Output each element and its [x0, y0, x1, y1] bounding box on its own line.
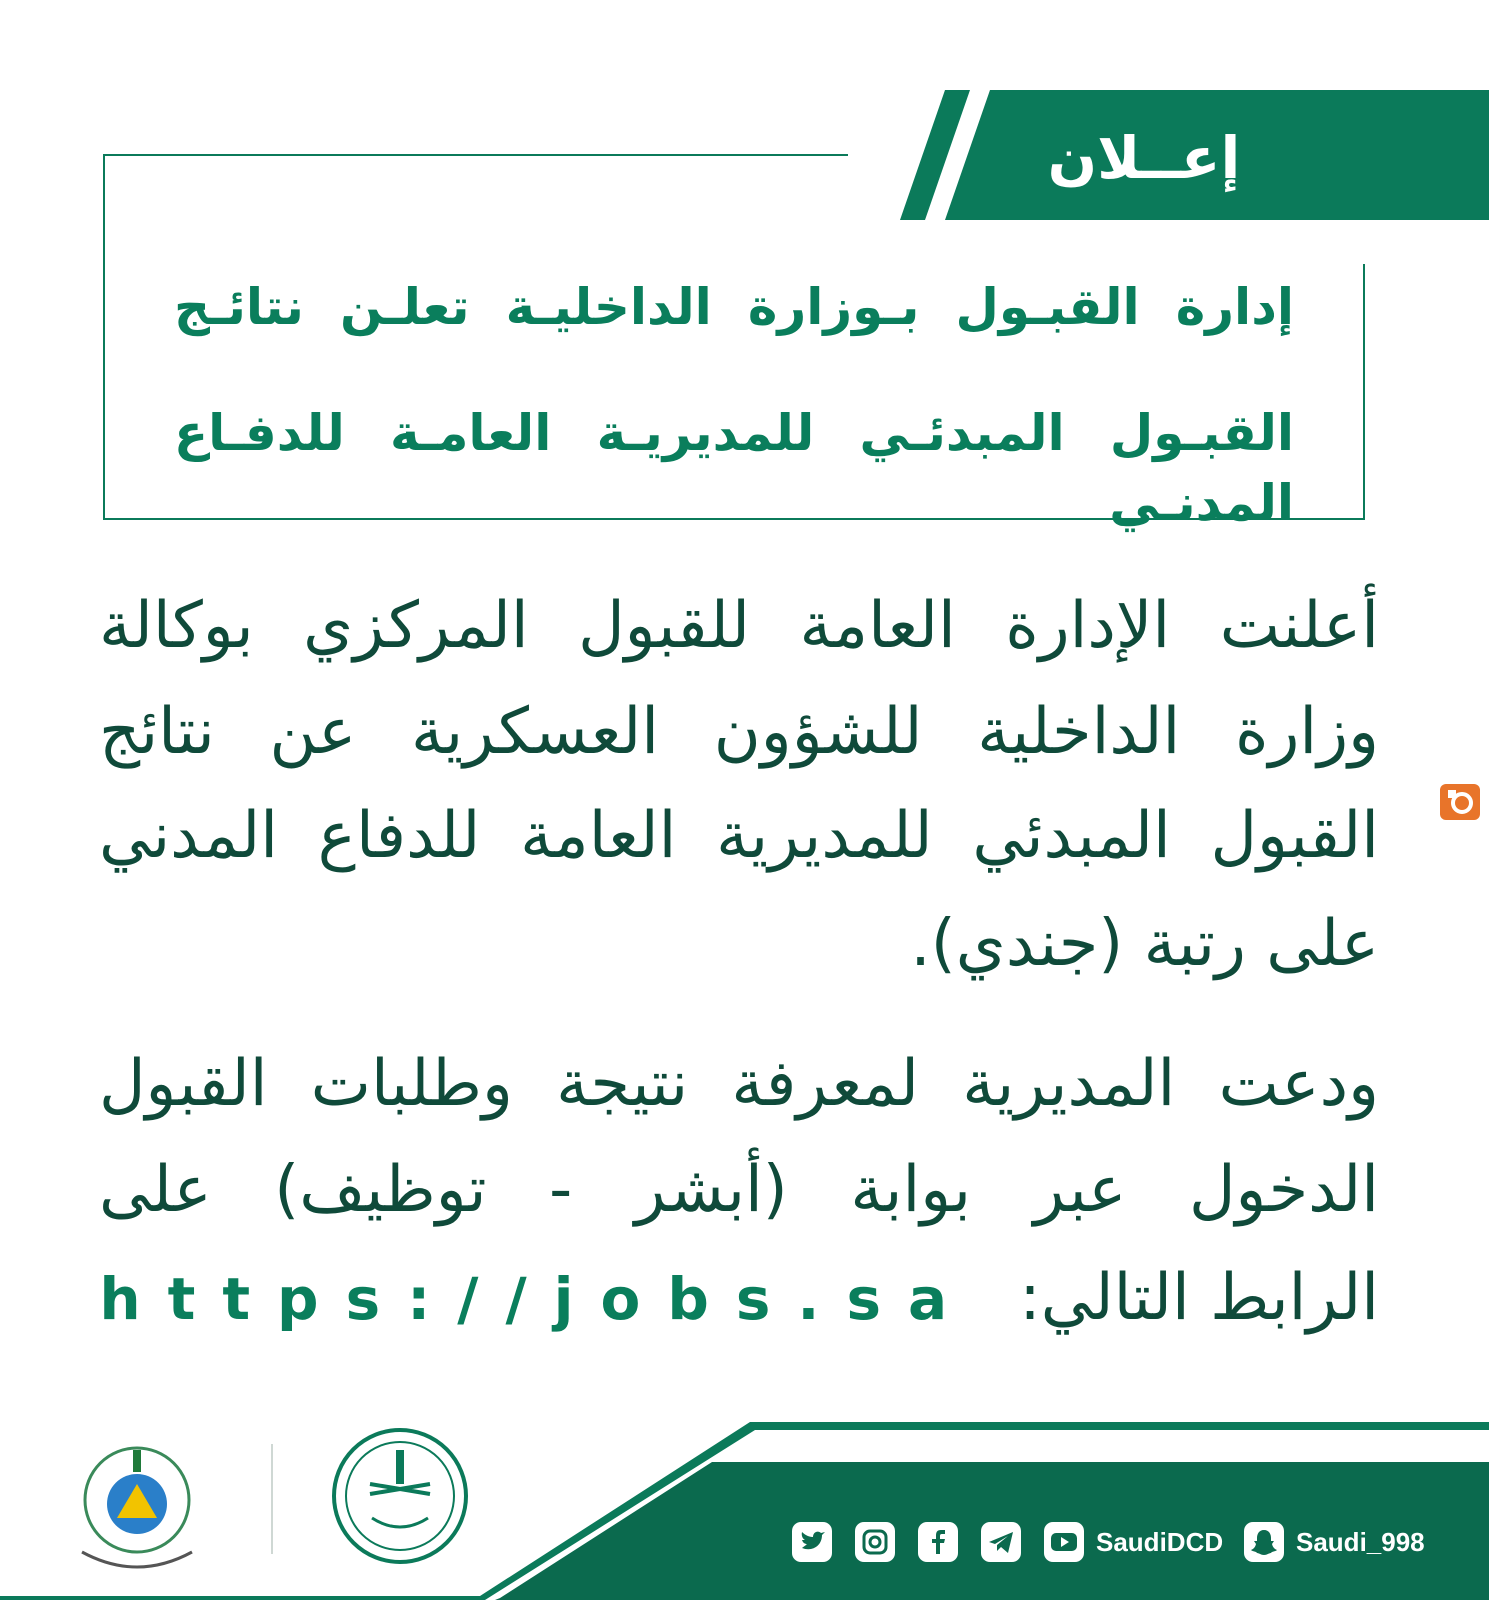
link-label: الرابط التالي:	[1019, 1261, 1379, 1335]
footer-band	[0, 1420, 1489, 1600]
youtube-icon[interactable]	[1044, 1522, 1084, 1562]
facebook-icon[interactable]	[918, 1522, 958, 1562]
body-line: وزارة الداخلية للشؤون العسكرية عن نتائج	[99, 695, 1379, 769]
headline-line-1: إدارة القبـول بـوزارة الداخليـة تعلـن نتائـج	[174, 278, 1294, 336]
snapchat-icon[interactable]	[1244, 1522, 1284, 1562]
ministry-of-interior-logo	[330, 1426, 470, 1566]
link-line	[99, 1248, 1379, 1348]
body-line: الدخول عبر بوابة (أبشر - توظيف) على	[99, 1153, 1379, 1227]
headline-line-2: القبـول المبدئـي للمديريـة العامـة للدفـاع المدنـي	[174, 404, 1294, 532]
telegram-icon[interactable]	[981, 1522, 1021, 1562]
jobs-link[interactable]: https://jobs.sa	[99, 1265, 975, 1333]
body-line: أعلنت الإدارة العامة للقبول المركزي بوكالة	[99, 589, 1379, 663]
announcement-title: إعــلان	[1047, 124, 1241, 192]
instagram-icon[interactable]	[855, 1522, 895, 1562]
twitter-icon[interactable]	[792, 1522, 832, 1562]
body-line: القبول المبدئي للمديرية العامة للدفاع المدني	[99, 799, 1379, 873]
body-line: ودعت المديرية لمعرفة نتيجة وطلبات القبول	[99, 1047, 1379, 1121]
social-handle-snap: Saudi_998	[1296, 1527, 1425, 1557]
civil-defense-logo	[62, 1432, 212, 1582]
logo-divider	[271, 1444, 273, 1554]
side-logo-icon	[1440, 784, 1480, 820]
body-line: على رتبة (جندي).	[910, 907, 1379, 981]
social-handle-main: SaudiDCD	[1096, 1527, 1224, 1557]
